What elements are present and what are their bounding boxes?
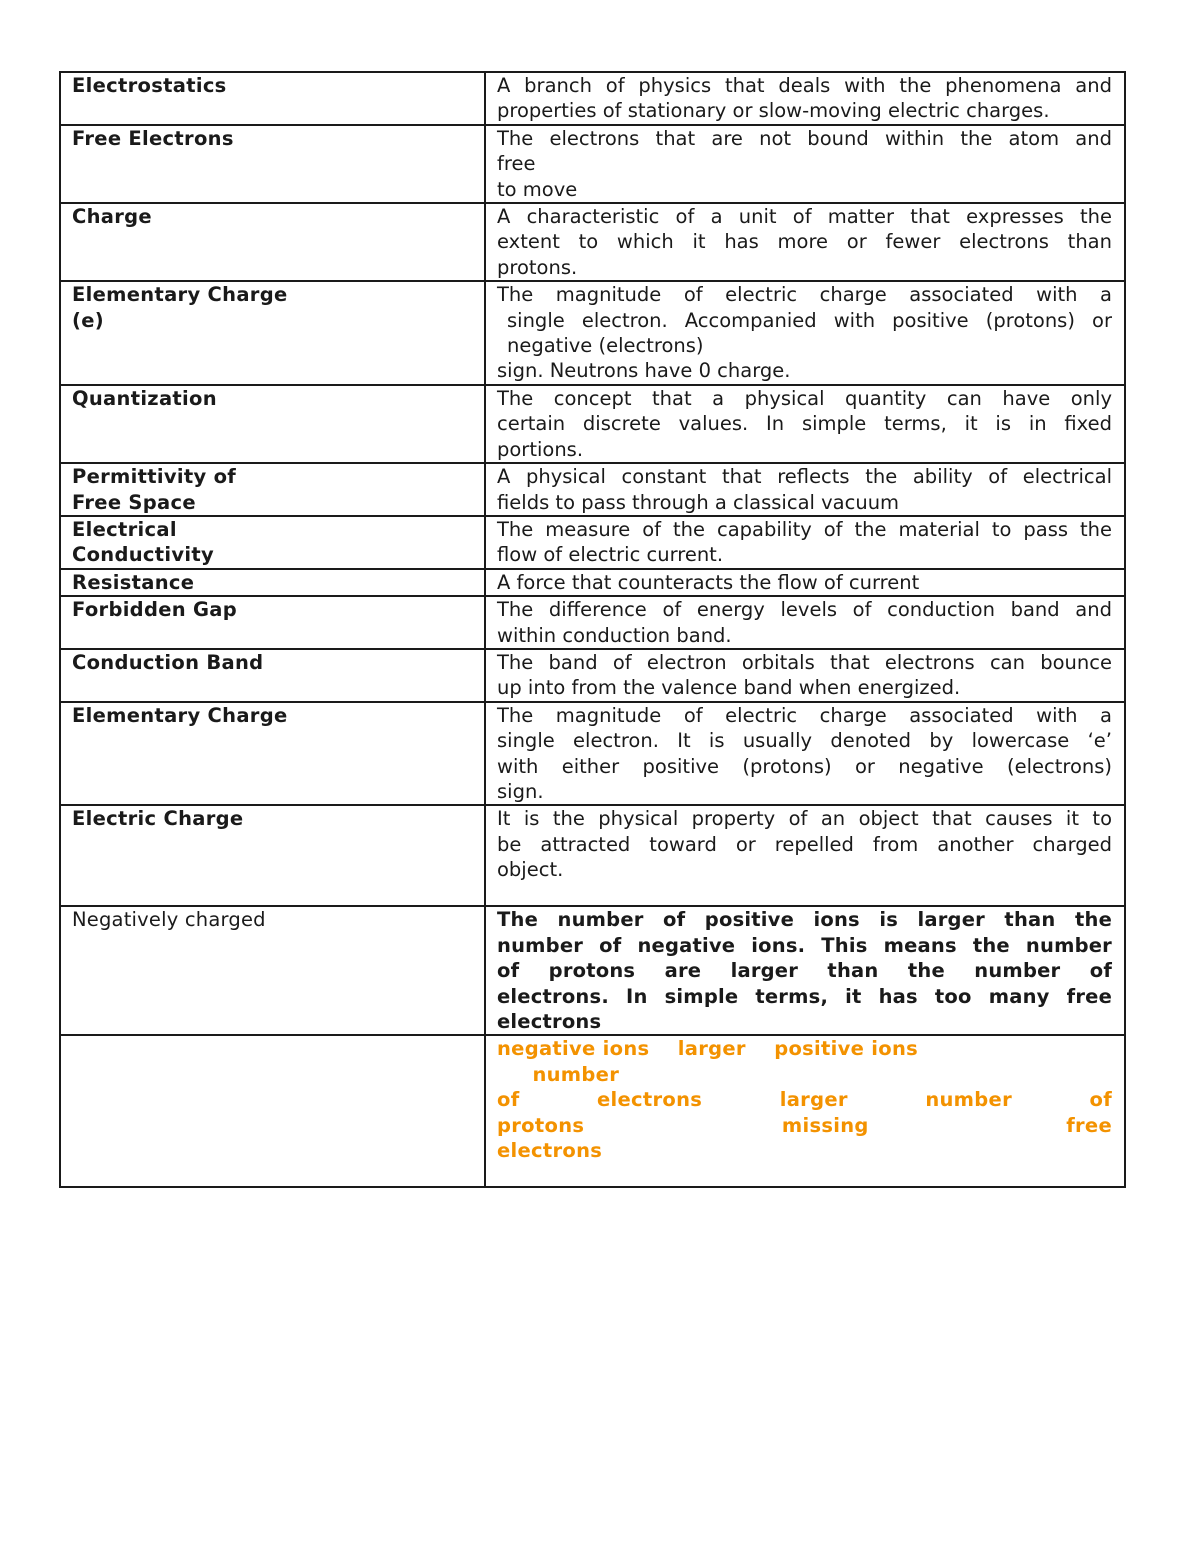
- definition-cell: [485, 516, 1125, 569]
- definition-cell: [485, 72, 1125, 125]
- term-text: Quantization: [72, 386, 217, 410]
- term-text: Electrostatics: [72, 74, 227, 97]
- term-cell: [60, 1035, 485, 1187]
- term-cell: [60, 385, 485, 463]
- term-cell: [60, 702, 485, 806]
- term-text: Free Electrons: [72, 126, 234, 150]
- table-row: [60, 1035, 1125, 1187]
- definition-line: The band of electron orbitals that electrons can bounce: [497, 650, 1112, 674]
- table-row: [60, 805, 1125, 906]
- definition-cell: [485, 702, 1125, 806]
- definition-line: negative ions larger positive ions: [497, 1037, 919, 1061]
- definition-line: The difference of energy levels of conduction band and: [497, 598, 1112, 622]
- term-text: Resistance: [72, 570, 195, 594]
- table-row: [60, 385, 1125, 463]
- definition-line: number: [497, 1062, 620, 1086]
- term-cell: [60, 805, 485, 906]
- term-text: Forbidden Gap: [72, 598, 238, 622]
- term-text: (e): [72, 308, 104, 332]
- table-row: [60, 649, 1125, 702]
- definition-line: A characteristic of a unit of matter that expresses the: [497, 205, 1112, 229]
- term-text: Negatively charged: [72, 908, 266, 932]
- term-text: Electrical: [72, 517, 177, 541]
- table-row: [60, 203, 1125, 281]
- term-text: Elementary Charge: [72, 703, 288, 727]
- definition-line: protons missing free: [497, 1113, 1112, 1137]
- term-text: Conduction Band: [72, 650, 264, 674]
- term-text: Charge: [72, 205, 152, 229]
- definition-line: portions.: [497, 437, 584, 461]
- definition-line: sign.: [497, 779, 544, 803]
- term-cell: [60, 516, 485, 569]
- term-cell: [60, 649, 485, 702]
- definition-line: within conduction band.: [497, 623, 732, 647]
- definition-line: single electron. It is usually denoted by lowercase ‘e’: [497, 729, 1112, 753]
- definition-cell: [485, 125, 1125, 203]
- table-row: [60, 463, 1125, 516]
- definition-line: The magnitude of electric charge associated with a: [497, 283, 1112, 307]
- definition-line: electrons: [497, 1010, 602, 1033]
- definition-line: with either positive (protons) or negative (electrons): [497, 754, 1112, 778]
- definition-cell: [485, 203, 1125, 281]
- definition-cell: [485, 569, 1125, 596]
- definition-line: A physical constant that reflects the ability of electrical: [497, 465, 1112, 489]
- table-row: [60, 906, 1125, 1035]
- definition-cell: [485, 649, 1125, 702]
- definition-line: electrons: [497, 1139, 603, 1163]
- term-cell: [60, 125, 485, 203]
- definition-line: certain discrete values. In simple terms, it is in fixed: [497, 412, 1112, 436]
- definition-line: protons.: [497, 255, 578, 279]
- definition-line: sign. Neutrons have 0 charge.: [497, 359, 791, 383]
- definition-cell: [485, 805, 1125, 906]
- definition-line: free: [497, 152, 536, 176]
- term-cell: [60, 72, 485, 125]
- definition-line: object.: [497, 858, 564, 882]
- definition-cell: [485, 385, 1125, 463]
- definition-line: single electron. Accompanied with positive (protons) or: [507, 308, 1112, 332]
- table-row: [60, 125, 1125, 203]
- definition-line: flow of electric current.: [497, 543, 724, 567]
- definition-cell: [485, 463, 1125, 516]
- definition-line: electrons. In simple terms, it has too many free: [497, 984, 1112, 1008]
- definition-line: A branch of physics that deals with the phenomena and: [497, 74, 1112, 97]
- definition-line: properties of stationary or slow-moving electric charges.: [497, 99, 1050, 123]
- term-text: Electric Charge: [72, 807, 244, 831]
- definition-line: The number of positive ions is larger than the: [497, 908, 1112, 932]
- definition-line: to move: [497, 177, 578, 201]
- definition-line: The electrons that are not bound within the atom and: [497, 126, 1112, 150]
- term-text: Elementary Charge: [72, 283, 288, 307]
- definition-line: up into from the valence band when energized.: [497, 676, 961, 700]
- term-text: Conductivity: [72, 543, 215, 567]
- definition-line: A force that counteracts the flow of current: [497, 570, 920, 594]
- definition-line: The magnitude of electric charge associated with a: [497, 703, 1112, 727]
- definition-cell: [485, 596, 1125, 649]
- term-cell: [60, 463, 485, 516]
- term-cell: [60, 596, 485, 649]
- term-cell: [60, 203, 485, 281]
- term-text: Permittivity of: [72, 465, 237, 489]
- definition-line: be attracted toward or repelled from another charged: [497, 832, 1112, 856]
- table-row: [60, 516, 1125, 569]
- definition-cell: [485, 281, 1125, 385]
- term-cell: [60, 906, 485, 1035]
- term-cell: [60, 569, 485, 596]
- definition-line: fields to pass through a classical vacuum: [497, 490, 900, 514]
- term-text: Free Space: [72, 490, 196, 514]
- definition-line: The measure of the capability of the material to pass the: [497, 517, 1112, 541]
- definition-cell: [485, 1035, 1125, 1187]
- definition-line: negative (electrons): [507, 334, 704, 358]
- table-row: [60, 702, 1125, 806]
- definition-line: number of negative ions. This means the number: [497, 933, 1112, 957]
- definition-line: of protons are larger than the number of: [497, 959, 1112, 983]
- definition-line: of electrons larger number of: [497, 1088, 1112, 1112]
- term-cell: [60, 281, 485, 385]
- definition-line: It is the physical property of an object that causes it to: [497, 807, 1112, 831]
- definition-cell: [485, 906, 1125, 1035]
- definition-line: The concept that a physical quantity can have only: [497, 386, 1112, 410]
- table-row: [60, 596, 1125, 649]
- table-row: [60, 569, 1125, 596]
- table-row: [60, 72, 1125, 125]
- definition-line: extent to which it has more or fewer electrons than: [497, 230, 1112, 254]
- glossary-table: [59, 71, 1126, 1188]
- table-row: [60, 281, 1125, 385]
